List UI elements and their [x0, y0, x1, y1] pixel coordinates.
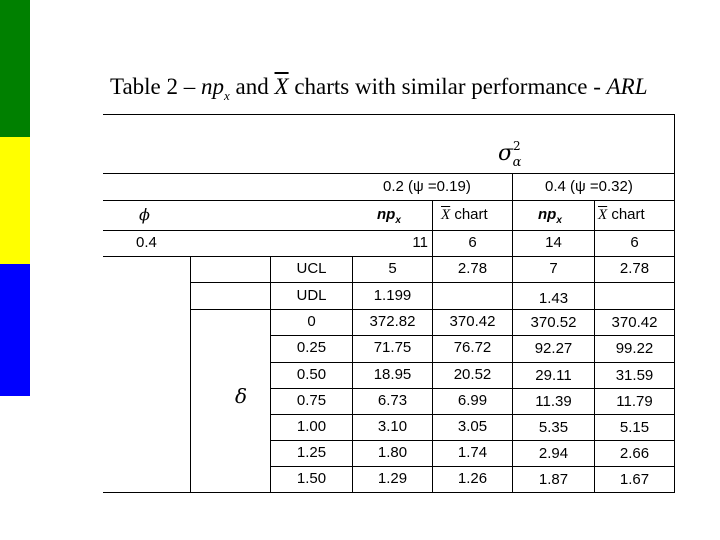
table-rule — [270, 440, 675, 441]
cell-g2-xbar: 370.42 — [611, 314, 658, 331]
delta-value: 1.00 — [296, 418, 327, 435]
delta-value: 1.50 — [296, 470, 327, 487]
cell-g2-npx: 5.35 — [538, 419, 569, 436]
table-rule — [270, 414, 675, 415]
cell-phi-g1-xbar: 6 — [468, 234, 477, 251]
cell-ucl-g2-npx: 7 — [549, 260, 558, 277]
cell-g2-npx: 92.27 — [534, 340, 573, 357]
cell-g2-npx: 29.11 — [535, 367, 572, 384]
cell-g1-xbar: 1.74 — [457, 444, 488, 461]
cell-phi-g2-xbar: 6 — [630, 234, 639, 251]
npx-header-g1: $np_x$ — [377, 206, 401, 226]
cell-phi-g2-npx: 14 — [545, 234, 562, 251]
cell-ucl-g1-npx: 5 — [388, 260, 397, 277]
ucl-label: UCL — [296, 260, 327, 277]
group-header-0.4: 0.4 (ψ =0.32) — [545, 178, 633, 195]
table-rule — [270, 388, 675, 389]
cell-udl-g1-npx: 1.199 — [373, 287, 412, 304]
cell-g2-npx: 2.94 — [538, 445, 569, 462]
phi-value: 0.4 — [136, 234, 157, 251]
table-divider-delta — [190, 256, 191, 492]
xbar-chart-header-g2: $\overline{X}$ chart — [598, 206, 645, 223]
delta-value: 1.25 — [296, 444, 327, 461]
xbar-chart-header-g1: $\overline{X}$ chart — [441, 206, 488, 223]
cell-g2-npx: 11.39 — [535, 393, 572, 410]
group-header-0.2: 0.2 (ψ =0.19) — [383, 178, 471, 195]
cell-g1-xbar: 1.26 — [457, 470, 488, 487]
delta-symbol: δ — [235, 384, 248, 408]
cell-g2-xbar: 1.67 — [619, 471, 650, 488]
sigma-alpha-squared-symbol: $\sigma^2_\alpha$ — [498, 139, 522, 170]
cell-g1-npx: 372.82 — [369, 313, 416, 330]
cell-g2-xbar: 2.66 — [619, 445, 650, 462]
cell-g1-xbar: 3.05 — [457, 418, 488, 435]
cell-g2-xbar: 99.22 — [615, 340, 654, 357]
table-rule — [103, 200, 675, 201]
table-rule-bottom — [103, 492, 675, 493]
cell-phi-g1-npx: 11 — [412, 234, 428, 251]
cell-g1-xbar: 6.99 — [457, 392, 488, 409]
table-rule — [270, 466, 675, 467]
cell-ucl-g2-xbar: 2.78 — [619, 260, 650, 277]
cell-g2-npx: 1.87 — [538, 471, 569, 488]
cell-g1-npx: 1.29 — [377, 470, 408, 487]
delta-value: 0.50 — [296, 366, 327, 383]
cell-g1-npx: 18.95 — [373, 366, 412, 383]
delta-value: 0.75 — [296, 392, 327, 409]
cell-g2-xbar: 31.59 — [615, 367, 654, 384]
table-rule — [103, 256, 675, 257]
cell-g2-xbar: 5.15 — [619, 419, 650, 436]
npx-header-g2: $np_x$ — [538, 206, 562, 226]
cell-g1-xbar: 370.42 — [449, 313, 496, 330]
table-rule — [270, 362, 675, 363]
phi-header: ϕ — [139, 205, 150, 224]
cell-g1-npx: 71.75 — [373, 339, 412, 356]
table-title: Table $2 - np_x$ and $\overline{X}$ charts with similar performance - ARL — [110, 74, 648, 103]
cell-g1-xbar: 76.72 — [453, 339, 492, 356]
cell-g2-npx: 370.52 — [530, 314, 577, 331]
cell-g2-xbar: 11.79 — [616, 393, 653, 410]
table-rule-top — [103, 114, 675, 115]
delta-value: 0.25 — [296, 339, 327, 356]
table-rule — [270, 335, 675, 336]
cell-g1-xbar: 20.52 — [453, 366, 492, 383]
cell-g1-npx: 1.80 — [377, 444, 408, 461]
delta-value: 0 — [307, 313, 316, 330]
cell-ucl-g1-xbar: 2.78 — [457, 260, 488, 277]
table-rule — [103, 173, 675, 174]
table-rule-right — [674, 114, 675, 492]
cell-g1-npx: 6.73 — [377, 392, 408, 409]
cell-g1-npx: 3.10 — [377, 418, 408, 435]
udl-label: UDL — [296, 287, 327, 304]
cell-udl-g2-npx: 1.43 — [538, 290, 569, 307]
